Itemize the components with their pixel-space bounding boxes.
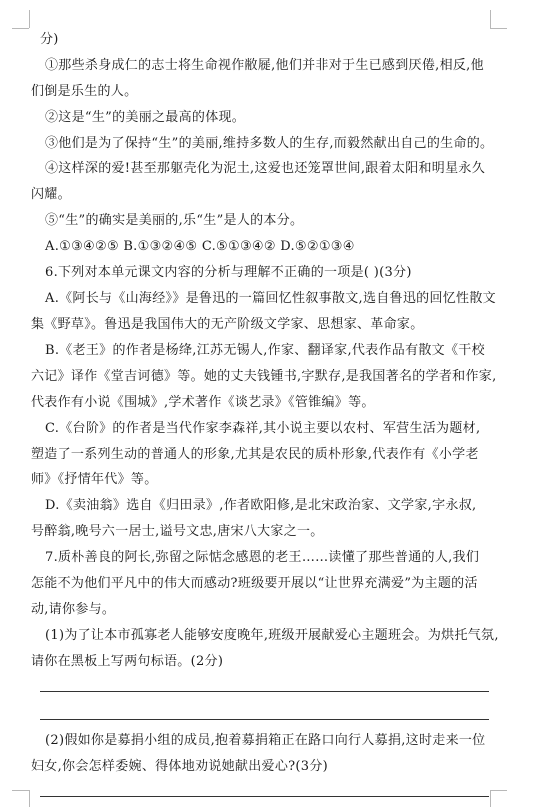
text-line: ①那些杀身成仁的志士将生命视作敝屣,他们并非对于生已感到厌倦,相反,他 [45, 58, 484, 73]
text-line: ④这样深的爱!甚至那躯壳化为泥土,这爱也还笼罩世间,跟着太阳和明星永久 [45, 161, 485, 176]
text-line: 号醉翁,晚号六一居士,谥号文忠,唐宋八大家之一。 [31, 524, 324, 539]
text-line: 妇女,你会怎样委婉、得体地劝说她献出爱心?(3分) [31, 759, 329, 774]
option-b: B.《老王》的作者是杨绛,江苏无锡人,作家、翻译家,代表作品有散文《干校 [45, 343, 485, 358]
crop-mark-bottom-left [12, 790, 29, 791]
text-line: 们倒是乐生的人。 [31, 84, 138, 99]
text-line: ⑤“生”的确实是美丽的,乐“生”是人的本分。 [45, 213, 304, 228]
answer-options: A.①③④②⑤ B.①③②④⑤ C.⑤①③④② D.⑤②①③④ [45, 239, 355, 254]
text-line: 闪耀。 [31, 187, 71, 202]
text-line: 请你在黑板上写两句标语。(2分) [31, 654, 224, 669]
option-d: D.《卖油翁》选自《归田录》,作者欧阳修,是北宋政治家、文学家,字永叔, [45, 498, 477, 513]
question-6-stem: 6.下列对本单元课文内容的分析与理解不正确的一项是( )(3分) [45, 265, 412, 280]
answer-line [40, 796, 489, 797]
sub-question-2: (2)假如你是募捐小组的成员,抱着募捐箱正在路口向行人募捐,这时走来一位 [45, 733, 486, 748]
text-line: 怎能不为他们平凡中的伟大而感动?班级要开展以“让世界充满爱”为主题的活 [31, 576, 478, 591]
crop-mark-top-left [12, 28, 29, 29]
crop-mark-bottom-left [29, 790, 30, 807]
text-line: 集《野草》。鲁迅是我国伟大的无产阶级文学家、思想家、革命家。 [31, 317, 424, 332]
crop-mark-top-right [490, 28, 507, 29]
text-line: 六记》译作《堂吉诃德》等。她的丈夫钱锺书,字默存,是我国著名的学者和作家, [31, 369, 497, 384]
option-c: C.《台阶》的作者是当代作家李森祥,其小说主要以农村、军营生活为题材, [45, 421, 481, 436]
question-7-stem: 7.质朴善良的阿长,弥留之际惦念感恩的老王……读懂了那些普通的人,我们 [45, 550, 480, 565]
text-line: 师》《抒情年代》等。 [31, 472, 158, 487]
answer-line [40, 719, 489, 720]
answer-line [40, 691, 489, 692]
sub-question-1: (1)为了让本市孤寡老人能够安度晚年,班级开展献爱心主题班会。为烘托气氛, [45, 628, 499, 643]
crop-mark-bottom-right [490, 790, 491, 807]
text-line: 代表作有小说《围城》,学术著作《谈艺录》《管锥编》等。 [31, 395, 375, 410]
crop-mark-top-right [490, 10, 491, 28]
option-a: A.《阿长与《山海经》》是鲁迅的一篇回忆性叙事散文,选自鲁迅的回忆性散文 [45, 291, 496, 306]
text-line: ②这是“生”的美丽之最高的体现。 [45, 110, 246, 125]
text-line: 分) [40, 32, 59, 47]
text-line: 动,请你参与。 [31, 602, 116, 617]
text-line: 塑造了一系列生动的普通人的形象,尤其是农民的质朴形象,代表作有《小学老 [31, 447, 479, 462]
crop-mark-top-left [29, 10, 30, 28]
text-line: ③他们是为了保持“生”的美丽,维持多数人的生存,而毅然献出自己的生命的。 [45, 136, 494, 151]
crop-mark-bottom-right [490, 790, 507, 791]
